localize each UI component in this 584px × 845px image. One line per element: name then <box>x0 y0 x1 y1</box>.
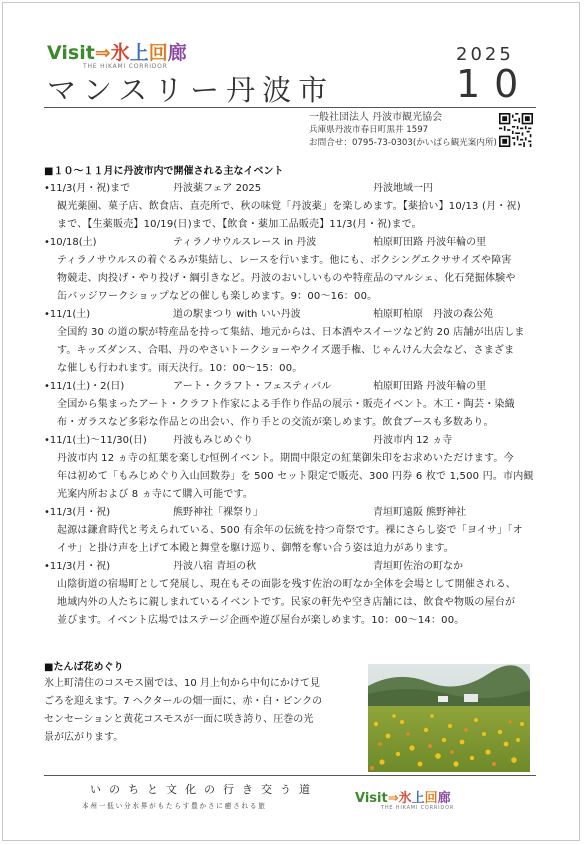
event-name: アート・クラフト・フェスティバル <box>173 381 332 392</box>
event-description-line: 並びます。イベント広場ではステージ企画や遊び屋台が楽しめます。10：00～14：00。 <box>57 615 465 626</box>
event-name: 丹波八宿 青垣の秋 <box>173 561 257 572</box>
event-item <box>44 558 544 630</box>
logo-part: 氷 <box>110 42 130 64</box>
org-address: 兵庫県丹波市春日町黒井 1597 <box>309 125 429 135</box>
event-name: 丹波もみじめぐり <box>173 435 253 446</box>
event-place: 青垣町佐治の町なか <box>373 561 463 572</box>
logo-part: 回 <box>148 42 168 64</box>
event-description-line: 地域内外の人たちに親しまれているイベントです。民家の軒先や空き店舗には、飲食や物販の屋台が <box>57 597 516 608</box>
logo-part: 上 <box>129 42 149 64</box>
event-description-line: ティラノサウルスの着ぐるみが集結し、レースを行います。他にも、ボクシングエクササイズや障害 <box>57 255 512 266</box>
event-description-line: 山陰街道の宿場町として発展し、現在もその面影を残す佐治の町なか全体を会場として開催される、 <box>57 579 516 590</box>
event-description-line: な催しも行われます。雨天決行。10：00～15：00。 <box>57 363 303 374</box>
event-description-line: 観光薬園、菓子店、飲食店、直売所で、秋の味覚「丹波薬」を楽しめます。【薬拾い】10/13 (月・祝) <box>57 201 521 212</box>
event-description-line: 起源は鎌倉時代と考えられている、500 有余年の伝統を持つ奇祭です。裸にさらし姿で「ヨイサ」「オ <box>57 525 523 536</box>
event-date: •11/3(月・祝)まで <box>44 183 131 194</box>
events-list <box>44 180 544 630</box>
logo-part: 回 <box>424 791 438 806</box>
event-date: •11/1(土)・2(日) <box>44 381 125 392</box>
issue-month: 10 <box>456 62 533 106</box>
logo-part: 氷 <box>398 791 412 806</box>
tanba-text-line: ごろを迎えます。7 ヘクタールの畑一面に、赤・白・ピンクの <box>44 696 323 707</box>
event-description-line: 丹波市内 12 ヵ寺の紅葉を楽しむ恒例イベント。期間中限定の紅葉御朱印をお求めいただけます。今 <box>57 453 514 464</box>
header-divider <box>44 107 536 108</box>
event-description-line: す。キッズダンス、合唱、丹のやさいトークショーやクイズ選手権、じゃんけん大会など、さまざま <box>57 345 515 356</box>
event-place: 柏原町田路 丹波年輪の里 <box>373 381 487 392</box>
event-name: 道の駅まつり with いい丹波 <box>173 309 301 320</box>
event-description-line: 缶バッジワークショップなどの催しも楽しめます。9：00～16：00。 <box>57 291 378 302</box>
event-place: 柏原町田路 丹波年輪の里 <box>373 237 487 248</box>
event-description-line: 年は初めて「もみじめぐり入山回数券」を 500 セット限定で販売、300 円券 6 枚で 1,500 円。市内観 <box>57 471 534 482</box>
event-date: •11/1(土) <box>44 309 91 320</box>
issue-year: 2025 <box>456 44 514 65</box>
event-place: 丹波地域一円 <box>373 183 433 194</box>
events-section-heading: ■１０～１１月に丹波市内で開催される主なイベント <box>44 166 284 177</box>
footer-brand-logo <box>355 787 454 811</box>
tanba-section-heading: ■たんば花めぐり <box>44 662 124 673</box>
logo-part: 廊 <box>167 42 187 64</box>
tanba-text-line: 氷上町清住のコスモス園では、10 月上旬から中旬にかけて見 <box>44 678 320 689</box>
cosmos-field-photo <box>368 664 530 772</box>
tanba-text-line: 景が広がります。 <box>44 732 124 743</box>
logo-part: 廊 <box>437 791 451 806</box>
event-description-line: 布・ガラスなど多彩な作品との出会い、作り手との交流が楽しめます。飲食ブースも多数あり。 <box>57 417 494 428</box>
event-item <box>44 234 544 306</box>
event-name: 丹波薬フェア 2025 <box>173 183 262 194</box>
event-item <box>44 504 544 558</box>
logo-subtitle: THE HIKAMI CORRIDOR <box>83 63 168 70</box>
organization-info <box>309 111 497 150</box>
event-name: 熊野神社「裸祭り」 <box>173 507 263 518</box>
logo-arrow: ⇒ <box>387 791 399 806</box>
event-description-line: 物競走、肉投げ・やり投げ・綱引きなど。丹波のおいしいものや特産品のマルシェ、化石発掘体験や <box>57 273 516 284</box>
event-description-line: 光案内所および 8 ヵ寺にて購入可能です。 <box>57 489 254 500</box>
event-item <box>44 180 544 234</box>
event-item <box>44 432 544 504</box>
page-title: マンスリー丹波市 <box>47 73 335 107</box>
event-place: 丹波市内 12 ヵ寺 <box>373 435 453 446</box>
event-description-line: まで、【生薬販売】10/19(日)まで、【飲食・薬加工品販売】11/3(月・祝)まで。 <box>57 219 422 230</box>
org-contact: お問合せ：0795-73-0303(かいばら観光案内所) <box>309 138 497 148</box>
tanba-text-line: センセーションと黄花コスモスが一面に咲き誇り、圧巻の光 <box>44 714 314 725</box>
qr-code-icon <box>499 113 533 147</box>
logo-subtitle: THE HIKAMI CORRIDOR <box>381 805 455 811</box>
footer-subtitle: 本州一低い分水界がもたらす豊かさに癒される旅 <box>82 802 267 810</box>
logo-part: Visit <box>355 791 388 806</box>
tanba-section-text <box>44 675 362 747</box>
brand-logo <box>47 38 187 70</box>
event-date: •10/18(土) <box>44 237 97 248</box>
event-description-line: 全国から集まったアート・クラフト作家による手作り作品の展示・販売イベント。木工・陶芸・染織 <box>57 399 515 410</box>
logo-arrow: ⇒ <box>94 42 111 64</box>
event-item <box>44 306 544 378</box>
event-name: ティラノサウルスレース in 丹波 <box>173 237 317 248</box>
event-date: •11/1(土)～11/30(日) <box>44 435 147 446</box>
event-description-line: 全国約 30 の道の駅が特産品を持って集結、地元からは、日本酒やスイーツなど約 20 店舗が出店しま <box>57 327 525 338</box>
footer-divider <box>44 775 536 776</box>
event-description-line: イサ」と掛け声を上げて本殿と舞堂を駆け巡り、御幣を奪い合う姿は迫力があります。 <box>57 543 454 554</box>
logo-part: Visit <box>47 42 95 64</box>
org-name: 一般社団法人 丹波市観光協会 <box>309 112 443 123</box>
event-date: •11/3(月・祝) <box>44 561 111 572</box>
event-place: 青垣町遠阪 熊野神社 <box>373 507 467 518</box>
event-item <box>44 378 544 432</box>
event-date: •11/3(月・祝) <box>44 507 111 518</box>
logo-part: 上 <box>411 791 425 806</box>
event-place: 柏原町柏原 丹波の森公苑 <box>373 309 493 320</box>
footer-tagline: いのちと文化の行き交う道 <box>90 783 318 796</box>
